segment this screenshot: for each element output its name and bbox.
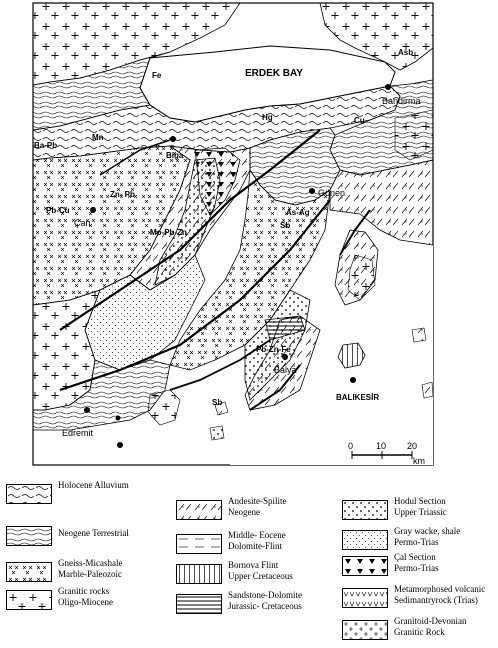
legend-sublabel: Neogene bbox=[228, 507, 260, 517]
map-legend bbox=[0, 480, 498, 648]
legend-sublabel: Marble-Paleozoic bbox=[58, 569, 122, 579]
legend-label: Bornova Flint bbox=[228, 560, 279, 570]
small-outcrop-4 bbox=[210, 426, 224, 440]
legend-item-metamorphosed-volcanic bbox=[342, 584, 498, 612]
town-dot-can bbox=[90, 207, 96, 213]
deposit-label-hg: Hg bbox=[262, 113, 273, 122]
legend-sublabel: Oligo-Miocene bbox=[58, 597, 113, 607]
legend-label: Gray wacke, shale bbox=[394, 526, 461, 536]
legend-sublabel: Permo-Trias bbox=[394, 563, 439, 573]
legend-label: Gneiss-Micashale bbox=[58, 558, 123, 568]
legend-swatch-neogene-terrestrial bbox=[6, 526, 52, 546]
legend-swatch-gneiss-micashale bbox=[6, 562, 52, 582]
legend-item-middle-eocene bbox=[176, 530, 336, 558]
sea-label: ERDEK BAY bbox=[245, 68, 303, 79]
scale-tick-0: 0 bbox=[348, 441, 354, 451]
legend-swatch-cal-section bbox=[342, 556, 388, 576]
town-dot-gonen bbox=[309, 188, 315, 194]
legend-item-gneiss-micashale bbox=[6, 558, 166, 586]
deposit-label-pbcu: Pb-Cu bbox=[46, 206, 70, 215]
town-label-can: Çan bbox=[74, 218, 91, 228]
town-label-edremit: Edremit bbox=[62, 428, 94, 438]
deposit-label-sb-south: Sb bbox=[212, 398, 223, 407]
legend-item-neogene-terrestrial bbox=[6, 522, 166, 550]
legend-sublabel: Dolomite-Flint bbox=[228, 541, 282, 551]
legend-label: Neogene Terrestrial bbox=[58, 528, 129, 538]
legend-item-bornova-flint bbox=[176, 560, 336, 588]
deposit-label-mn: Mn bbox=[92, 133, 104, 142]
legend-label: Metamorphosed volcanic bbox=[394, 584, 486, 594]
town-dot-balikesir bbox=[350, 377, 356, 383]
deposit-label-asb: Asb bbox=[398, 48, 414, 57]
legend-sublabel: Sedimantryrock (Trias) bbox=[394, 595, 478, 605]
legend-swatch-andesite-spilite bbox=[176, 500, 222, 520]
legend-sublabel: Upper Cretaceous bbox=[228, 571, 293, 581]
town-label-biga: Biga bbox=[166, 151, 184, 160]
scale-unit: km bbox=[413, 456, 425, 466]
deposit-label-sb-north: Sb bbox=[280, 221, 291, 230]
town-label-bandirma: Bandirma bbox=[382, 96, 421, 106]
legend-swatch-gray-wacke bbox=[342, 530, 388, 550]
gneiss-east-north bbox=[395, 110, 433, 160]
town-label-balikesir: BALIKESİR bbox=[336, 393, 380, 402]
legend-sublabel: Permo-Trias bbox=[394, 537, 439, 547]
legend-sublabel: Upper Triassic bbox=[394, 507, 447, 517]
deposit-label-bapb: Ba-Pb bbox=[34, 141, 58, 150]
town-dot-bandirma bbox=[385, 84, 391, 90]
scale-tick-10: 10 bbox=[376, 441, 387, 451]
legend-label: Sandstone-Dolomite bbox=[228, 590, 302, 600]
town-dot-extra bbox=[117, 442, 123, 448]
legend-item-cal-section bbox=[342, 552, 498, 580]
legend-item-granitic-rocks bbox=[6, 586, 166, 614]
legend-swatch-granitic-rocks bbox=[6, 590, 52, 610]
legend-sublabel: Granitic Rock bbox=[394, 627, 445, 637]
deposit-label-znpb: Zn- Pb bbox=[110, 190, 135, 199]
legend-swatch-metamorphosed-volcanic bbox=[342, 588, 388, 608]
town-dot-extra-2 bbox=[116, 416, 121, 421]
legend-label: Çal Section bbox=[394, 552, 436, 562]
deposit-label-cu: Cu bbox=[354, 116, 365, 125]
town-label-gonen: Gönen bbox=[318, 188, 346, 198]
legend-label: Middle- Eocene bbox=[228, 530, 286, 540]
legend-swatch-sandstone-dolomite bbox=[176, 594, 222, 614]
legend-label: Granitoid-Devonian bbox=[394, 616, 467, 626]
legend-swatch-hodul-section bbox=[342, 500, 388, 520]
legend-label: Granitic rocks bbox=[58, 586, 110, 596]
legend-item-gray-wacke bbox=[342, 526, 498, 554]
legend-item-granitoid-devonian bbox=[342, 616, 498, 644]
legend-swatch-holocene-alluvium bbox=[6, 484, 52, 504]
legend-label: Hodul Section bbox=[394, 496, 446, 506]
legend-swatch-bornova-flint bbox=[176, 564, 222, 584]
legend-swatch-middle-eocene bbox=[176, 534, 222, 554]
scale-tick-20: 20 bbox=[407, 441, 418, 451]
legend-swatch-granitoid-devonian bbox=[342, 620, 388, 640]
legend-label: Holocene Alluvium bbox=[58, 480, 129, 490]
legend-item-sandstone-dolomite bbox=[176, 590, 336, 618]
small-outcrop-3 bbox=[422, 382, 433, 398]
town-dot-edremit bbox=[84, 407, 90, 413]
town-label-balya: Balya bbox=[274, 365, 297, 375]
legend-sublabel: Jurassic- Cretaceous bbox=[228, 601, 302, 611]
legend-item-hodul-section bbox=[342, 496, 498, 524]
deposit-label-pbznfe: Pb-Zn-Fe bbox=[256, 345, 291, 354]
town-dot-balya bbox=[282, 354, 288, 360]
legend-item-andesite-spilite bbox=[176, 496, 336, 524]
legend-item-holocene-alluvium bbox=[6, 480, 166, 508]
small-outcrop-2 bbox=[412, 328, 426, 342]
deposit-label-fe: Fe bbox=[152, 71, 162, 80]
town-dot-biga bbox=[170, 136, 176, 142]
deposit-label-asag: As-Ag bbox=[286, 208, 310, 217]
legend-label: Andesite-Spilite bbox=[228, 496, 287, 506]
deposit-label-mopbzn: Mo-Pb-Zn bbox=[150, 228, 187, 237]
